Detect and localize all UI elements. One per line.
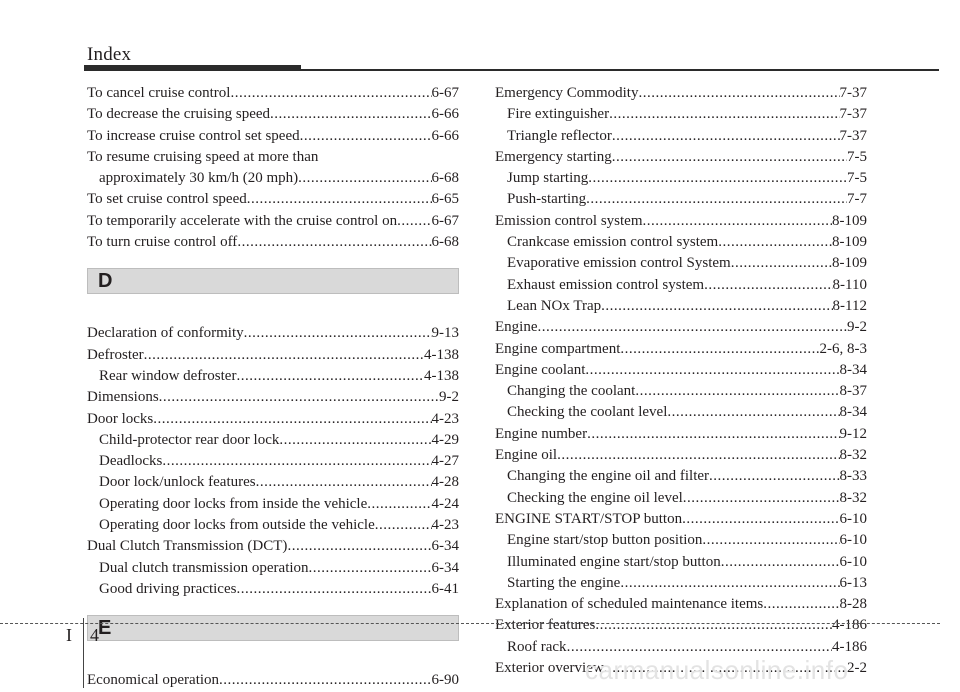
index-entry: [495, 83, 867, 104]
index-entry: [495, 317, 867, 338]
dot-leader: [586, 189, 847, 210]
index-entry-label: Exterior features: [495, 617, 596, 634]
dot-leader: [236, 366, 424, 387]
dot-leader: [153, 409, 431, 430]
dot-leader: [612, 126, 840, 147]
dot-leader: [375, 515, 432, 536]
entry-group-e-continued: [495, 83, 867, 679]
index-entry-label: Engine compartment: [495, 340, 621, 357]
index-entry: [87, 387, 459, 408]
dot-leader: [585, 360, 839, 381]
index-entry: [87, 451, 459, 472]
dot-leader: [620, 573, 839, 594]
index-entry-label: Declaration of conformity: [87, 325, 244, 342]
index-entry-page: 4-138: [424, 367, 459, 384]
index-entry-page: 9-2: [847, 319, 867, 336]
index-entry-label: Explanation of scheduled maintenance items: [495, 596, 764, 613]
index-entry-label: Emergency Commodity: [495, 85, 639, 101]
watermark: carmanualsonline.info: [585, 655, 849, 685]
index-entry-label: Engine oil: [495, 447, 558, 464]
dot-leader: [595, 615, 832, 636]
index-entry-page: 8-28: [839, 596, 867, 613]
index-entry-page: 4-24: [431, 495, 459, 512]
index-entry-label: Triangle reflector: [507, 127, 612, 144]
dot-leader: [587, 424, 839, 445]
index-entry-page: 8-109: [832, 234, 867, 251]
index-entry: [495, 424, 867, 445]
index-entry-label: Child-protector rear door lock: [99, 431, 280, 448]
index-entry: [87, 494, 459, 515]
index-entry-page: 8-34: [839, 404, 867, 421]
index-entry-label: approximately 30 km/h (20 mph): [99, 170, 299, 187]
dot-leader: [763, 594, 839, 615]
dot-leader: [704, 275, 832, 296]
index-entry: [495, 402, 867, 423]
index-entry-page: 6-66: [431, 127, 459, 144]
section-header-d: [87, 268, 459, 294]
index-entry-label: ENGINE START/STOP button: [495, 510, 683, 527]
index-entry-page: 6-34: [431, 559, 459, 576]
index-entry-label: Emergency starting: [495, 148, 612, 165]
dot-leader: [298, 168, 431, 189]
dot-leader: [683, 488, 840, 509]
index-entry: [87, 232, 459, 253]
header-rule-thick: [84, 65, 301, 71]
index-entry-page: 8-32: [839, 489, 867, 506]
index-entry: [495, 509, 867, 530]
dot-leader: [557, 445, 839, 466]
dot-leader: [367, 494, 431, 515]
index-entry-page: 4-23: [431, 410, 459, 427]
entry-group-e: [87, 670, 459, 691]
index-entry-label: Changing the engine oil and filter: [507, 468, 710, 485]
index-entry-page: 8-109: [832, 212, 867, 229]
index-entry-page: 7-5: [847, 148, 867, 165]
index-entry-page: 6-10: [839, 510, 867, 527]
index-entry-label: Rear window defroster: [99, 367, 237, 384]
dot-leader: [236, 579, 431, 600]
index-entry-page: 7-37: [839, 85, 867, 101]
index-entry: [87, 345, 459, 366]
index-entry: [495, 466, 867, 487]
dot-leader: [682, 509, 839, 530]
index-entry-page: 6-10: [839, 532, 867, 549]
index-entry: [87, 211, 459, 232]
index-entry: [495, 594, 867, 615]
dot-leader: [237, 232, 431, 253]
index-entry-label: To temporarily accelerate with the cruise control on: [87, 212, 398, 229]
index-entry: [87, 126, 459, 147]
index-entry: [495, 275, 867, 296]
index-entry-label: Evaporative emission control System: [507, 255, 731, 272]
dot-leader: [601, 296, 832, 317]
dot-leader: [397, 211, 431, 232]
entry-group-d: [87, 323, 459, 600]
index-entry-label: To set cruise control speed: [87, 191, 247, 208]
dot-leader: [244, 323, 432, 344]
index-entry-page: 7-37: [839, 106, 867, 123]
dot-leader: [718, 232, 832, 253]
dot-leader: [256, 472, 432, 493]
dot-leader: [667, 402, 839, 423]
index-entry-page: 6-65: [431, 191, 459, 208]
index-entry: [87, 515, 459, 536]
index-entry-label: To cancel cruise control: [87, 85, 231, 101]
index-entry: [495, 573, 867, 594]
dot-leader: [287, 536, 431, 557]
dot-leader: [270, 104, 431, 125]
index-entry-label: Dual clutch transmission operation: [99, 559, 309, 576]
index-entry-page: 9-2: [439, 389, 459, 406]
index-entry-label: Lean NOx Trap: [507, 297, 602, 314]
index-column-right: [495, 83, 867, 679]
index-entry: [87, 536, 459, 557]
index-entry-label: To increase cruise control set speed: [87, 127, 300, 144]
page-title: Index: [87, 44, 132, 65]
index-entry-page: 8-33: [839, 468, 867, 485]
index-entry-label: Door lock/unlock features: [99, 474, 256, 491]
index-entry-page: 8-112: [832, 297, 867, 314]
index-entry: [87, 83, 459, 104]
index-entry: [87, 670, 459, 691]
index-entry-label: Engine coolant: [495, 361, 586, 378]
index-entry: [495, 339, 867, 360]
index-entry-label: Defroster: [87, 346, 144, 363]
dot-leader: [159, 387, 439, 408]
index-entry-page: 9-12: [839, 425, 867, 442]
dot-leader: [702, 530, 839, 551]
index-entry-page: 7-5: [847, 170, 867, 187]
header-rule-thin: [301, 69, 939, 71]
dot-leader: [162, 451, 431, 472]
index-entry-label: To turn cruise control off: [87, 234, 238, 251]
dot-leader: [612, 147, 847, 168]
index-entry-label: To decrease the cruising speed: [87, 106, 271, 123]
index-entry: [87, 366, 459, 387]
index-entry-label: Operating door locks from outside the vehicle: [99, 517, 375, 534]
index-entry: [495, 296, 867, 317]
index-entry-page: 4-186: [832, 638, 867, 655]
index-entry: [87, 168, 459, 189]
index-column-left: [87, 83, 459, 692]
index-entry-page: 6-66: [431, 106, 459, 123]
dot-leader: [709, 466, 839, 487]
index-entry: [495, 530, 867, 551]
index-entry-label: Illuminated engine start/stop button: [507, 553, 721, 570]
index-entry-page: 6-67: [431, 85, 459, 101]
dot-leader: [620, 339, 819, 360]
index-entry-label: Exhaust emission control system: [507, 276, 705, 293]
index-entry: [87, 323, 459, 344]
index-entry-page: 6-41: [431, 580, 459, 597]
index-entry-page: 4-138: [424, 346, 459, 363]
dot-leader: [230, 83, 431, 104]
index-entry-label: Changing the coolant: [507, 383, 636, 400]
index-entry-label: Push-starting: [507, 191, 587, 208]
index-entry-page: 8-110: [832, 276, 867, 293]
dot-leader: [300, 126, 432, 147]
index-entry-page: 7-37: [839, 127, 867, 144]
dot-leader: [731, 253, 832, 274]
index-entry: [495, 360, 867, 381]
index-entry-page: 6-90: [431, 672, 459, 689]
index-entry-label: Crankcase emission control system: [507, 234, 719, 251]
index-entry-page: 8-34: [839, 361, 867, 378]
entry-group-c-continued: [87, 83, 459, 253]
index-entry: [87, 147, 459, 168]
index-entry: [87, 409, 459, 430]
index-entry: [87, 104, 459, 125]
dot-leader: [247, 189, 432, 210]
index-entry-label: Roof rack: [507, 638, 567, 655]
index-entry: [495, 615, 867, 636]
index-entry-page: 4-23: [431, 517, 459, 534]
index-entry-label: Checking the engine oil level: [507, 489, 683, 506]
index-entry-page: 8-32: [839, 447, 867, 464]
dot-leader: [643, 211, 833, 232]
section-header-e: [87, 615, 459, 641]
index-entry: [495, 253, 867, 274]
index-entry-label: Emission control system: [495, 212, 643, 229]
index-entry: [87, 579, 459, 600]
index-entry-page: 6-10: [839, 553, 867, 570]
index-entry-page: 2-2: [847, 660, 867, 677]
index-entry: [87, 189, 459, 210]
index-entry: [87, 472, 459, 493]
index-entry: [495, 211, 867, 232]
index-entry-page: 6-67: [431, 212, 459, 229]
index-entry-page: 9-13: [431, 325, 459, 342]
index-entry-label: Fire extinguisher: [507, 106, 610, 123]
index-entry: [495, 232, 867, 253]
dot-leader: [309, 558, 432, 579]
footer-dashed-rule: [0, 623, 940, 624]
dot-leader: [721, 552, 840, 573]
footer-page-number: 4: [90, 625, 99, 645]
index-entry-label: Engine number: [495, 425, 588, 442]
index-entry-page: 6-68: [431, 170, 459, 187]
index-entry-page: 6-34: [431, 538, 459, 555]
index-entry-label: Jump starting: [507, 170, 589, 187]
index-entry-page: 4-29: [431, 431, 459, 448]
index-entry-page: 8-109: [832, 255, 867, 272]
dot-leader: [144, 345, 424, 366]
index-entry: [87, 430, 459, 451]
index-entry-page: 4-28: [431, 474, 459, 491]
footer-section-letter: I: [66, 625, 72, 645]
dot-leader: [538, 317, 848, 338]
index-entry-label: Good driving practices: [99, 580, 237, 597]
section-letter: E: [98, 617, 112, 640]
index-entry-label: Dual Clutch Transmission (DCT): [87, 538, 288, 555]
index-entry-page: 7-7: [847, 191, 867, 208]
dot-leader: [609, 104, 839, 125]
index-entry: [495, 381, 867, 402]
index-entry-label: Exterior overview: [495, 660, 604, 677]
dot-leader: [588, 168, 847, 189]
index-entry: [495, 126, 867, 147]
index-entry: [495, 189, 867, 210]
index-entry-page: 6-68: [431, 234, 459, 251]
index-entry: [495, 104, 867, 125]
index-entry-label: Engine: [495, 319, 538, 336]
index-entry-page: 4-186: [832, 617, 867, 634]
dot-leader: [279, 430, 431, 451]
index-entry: [495, 168, 867, 189]
index-entry-page: 6-13: [839, 574, 867, 591]
index-entry-label: To resume cruising speed at more than: [87, 148, 319, 165]
dot-leader: [219, 670, 431, 691]
dot-leader: [635, 381, 839, 402]
index-entry: [87, 558, 459, 579]
index-entry: [495, 552, 867, 573]
index-entry-page: 4-27: [431, 453, 459, 470]
footer-divider: [83, 618, 84, 688]
index-entry-label: Operating door locks from inside the vehicle: [99, 495, 368, 512]
index-entry-label: Checking the coolant level: [507, 404, 668, 421]
index-entry-label: Dimensions: [87, 389, 159, 406]
index-entry: [495, 147, 867, 168]
index-entry-page: 8-37: [839, 383, 867, 400]
index-entry-label: Deadlocks: [99, 453, 163, 470]
index-entry-label: Door locks: [87, 410, 154, 427]
index-entry: [495, 445, 867, 466]
dot-leader: [638, 83, 839, 104]
section-letter: D: [98, 270, 113, 293]
index-entry-label: Starting the engine: [507, 574, 621, 591]
index-entry-label: Engine start/stop button position: [507, 532, 703, 549]
index-entry-page: 2-6, 8-3: [819, 340, 867, 357]
index-entry-label: Economical operation: [87, 672, 220, 689]
index-entry: [495, 488, 867, 509]
